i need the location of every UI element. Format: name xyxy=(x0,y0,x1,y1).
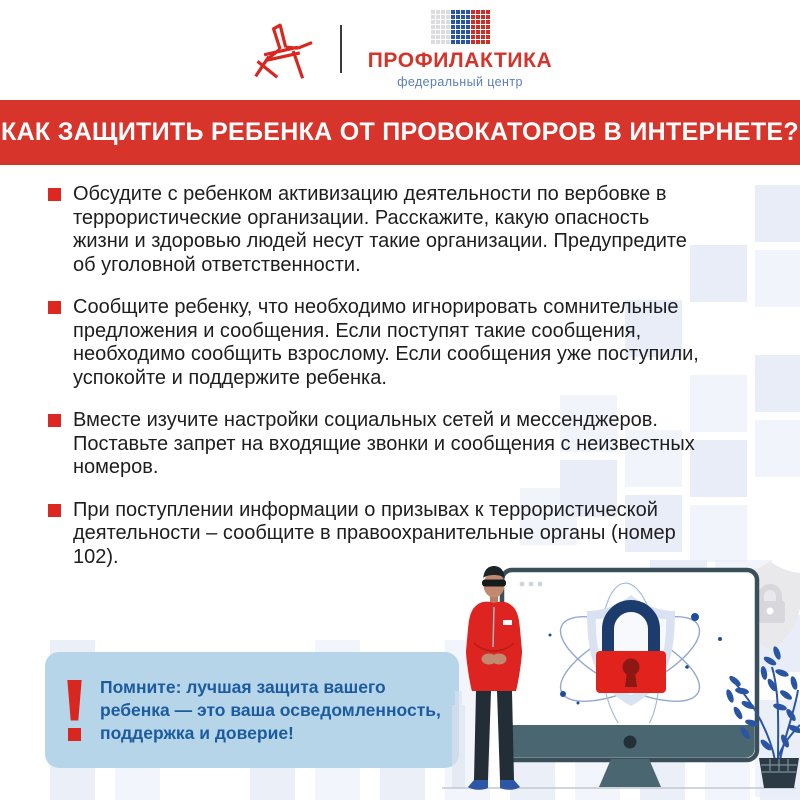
brand-dot xyxy=(441,25,445,29)
brand-dot xyxy=(476,30,480,34)
brand-dot xyxy=(441,10,445,14)
brand-dot xyxy=(446,25,450,29)
tip-text: При поступлении информации о призывах к террористической деятельности – сообщите в правоохранительные органы (номер 102). xyxy=(73,498,676,568)
brand-dot xyxy=(441,40,445,44)
brand-dot xyxy=(481,15,485,19)
brand-dot xyxy=(456,35,460,39)
brand-dot xyxy=(486,30,490,34)
tip-text: Вместе изучите настройки социальных сетей и мессенджеров. Поставьте запрет на входящие звонки и сообщения с неизвестных номеров. xyxy=(73,409,695,478)
brand-dot xyxy=(456,20,460,24)
brand-dot xyxy=(451,30,455,34)
brand-dot xyxy=(431,30,435,34)
brand-dot xyxy=(446,20,450,24)
tip-item xyxy=(48,296,710,390)
brand-dot xyxy=(461,25,465,29)
brand-dot xyxy=(436,35,440,39)
brand-block xyxy=(368,10,553,89)
brand-dot xyxy=(451,15,455,19)
pattern-bar xyxy=(760,700,800,800)
red-square-bullet-icon xyxy=(48,414,61,427)
brand-dot xyxy=(486,15,490,19)
brand-dot xyxy=(431,35,435,39)
red-square-bullet-icon xyxy=(48,301,61,314)
brand-dot xyxy=(431,20,435,24)
logo-divider xyxy=(340,25,342,73)
brand-dot xyxy=(441,15,445,19)
brand-dot xyxy=(446,10,450,14)
red-square-bullet-icon xyxy=(48,188,61,201)
brand-dot xyxy=(461,30,465,34)
tip-item xyxy=(48,183,710,277)
note-text: Помните: лучшая защита вашего ребенка — это ваша осведомленность, поддержка и доверие! xyxy=(100,676,441,743)
brand-dot xyxy=(461,15,465,19)
pattern-square xyxy=(755,355,800,412)
tip-text: Обсудите с ребенком активизацию деятельности по вербовке в террористические организации. Расскажите, какую опасность жизни и здоровью людей несут такие организации. Предупредите об уголовной ответственности. xyxy=(73,183,687,276)
brand-dot xyxy=(451,10,455,14)
pattern-square xyxy=(755,185,800,242)
brand-name: ПРОФИЛАКТИКА xyxy=(367,48,553,72)
brand-dot xyxy=(456,30,460,34)
brand-dot xyxy=(476,40,480,44)
pattern-square xyxy=(755,615,800,672)
brand-dot xyxy=(486,20,490,24)
tip-item xyxy=(48,499,710,570)
brand-dot xyxy=(436,30,440,34)
brand-dot xyxy=(486,10,490,14)
brand-dot xyxy=(466,30,470,34)
tip-item xyxy=(48,409,710,480)
brand-dot xyxy=(451,40,455,44)
brand-dot xyxy=(476,25,480,29)
brand-dot xyxy=(431,25,435,29)
brand-dot xyxy=(446,30,450,34)
pattern-bar xyxy=(705,738,750,800)
exclamation-dot xyxy=(68,728,81,741)
pattern-bar xyxy=(510,672,555,800)
brand-dot xyxy=(451,35,455,39)
brand-dot xyxy=(476,10,480,14)
header xyxy=(0,0,800,98)
brand-dot xyxy=(486,25,490,29)
brand-dot xyxy=(471,15,475,19)
brand-dot xyxy=(461,35,465,39)
brand-dot xyxy=(446,15,450,19)
brand-dot xyxy=(461,40,465,44)
note-box xyxy=(45,652,459,768)
brand-dot xyxy=(456,15,460,19)
pattern-bar xyxy=(575,640,620,800)
brand-dot xyxy=(471,20,475,24)
brand-dot xyxy=(451,20,455,24)
chair-logo-icon xyxy=(248,20,314,82)
brand-dot-grid-icon xyxy=(431,10,490,44)
title-banner xyxy=(0,100,800,165)
brand-subtitle: федеральный центр xyxy=(397,74,523,89)
brand-dot xyxy=(471,40,475,44)
brand-dot xyxy=(441,30,445,34)
brand-dot xyxy=(466,35,470,39)
brand-dot xyxy=(486,40,490,44)
brand-dot xyxy=(451,25,455,29)
brand-dot xyxy=(461,20,465,24)
brand-dot xyxy=(436,15,440,19)
exclamation-icon xyxy=(65,680,84,741)
tip-text: Сообщите ребенку, что необходимо игнорировать сомнительные предложения и сообщения. Если поступят такие сообщения, необходимо сообщить взрослому. Если сообщения уже поступили, успокойте и поддержите ребенка. xyxy=(73,296,699,389)
brand-dot xyxy=(481,40,485,44)
page-title: КАК ЗАЩИТИТЬ РЕБЕНКА ОТ ПРОВОКАТОРОВ В ИНТЕРНЕТЕ? xyxy=(1,118,799,146)
brand-dot xyxy=(446,35,450,39)
brand-dot xyxy=(466,20,470,24)
brand-dot xyxy=(456,25,460,29)
brand-dot xyxy=(446,40,450,44)
brand-dot xyxy=(471,10,475,14)
brand-dot xyxy=(436,40,440,44)
brand-dot xyxy=(471,30,475,34)
brand-dot xyxy=(476,35,480,39)
brand-dot xyxy=(466,10,470,14)
brand-dot xyxy=(471,35,475,39)
brand-dot xyxy=(481,35,485,39)
brand-dot xyxy=(471,25,475,29)
brand-dot xyxy=(481,20,485,24)
brand-dot xyxy=(431,10,435,14)
pattern-square xyxy=(755,250,800,307)
brand-dot xyxy=(461,10,465,14)
brand-dot xyxy=(431,40,435,44)
exclamation-bar xyxy=(65,680,84,721)
pattern-bar xyxy=(640,706,685,800)
pattern-square xyxy=(755,420,800,477)
tips-list xyxy=(48,183,710,588)
brand-dot xyxy=(481,10,485,14)
brand-dot xyxy=(456,40,460,44)
brand-dot xyxy=(436,10,440,14)
brand-dot xyxy=(481,30,485,34)
pattern-square xyxy=(715,560,772,617)
brand-dot xyxy=(441,35,445,39)
brand-dot xyxy=(441,20,445,24)
brand-dot xyxy=(486,35,490,39)
brand-dot xyxy=(481,25,485,29)
brand-dot xyxy=(476,15,480,19)
brand-dot xyxy=(436,20,440,24)
red-square-bullet-icon xyxy=(48,504,61,517)
brand-dot xyxy=(466,40,470,44)
brand-dot xyxy=(436,25,440,29)
brand-dot xyxy=(456,10,460,14)
brand-dot xyxy=(431,15,435,19)
brand-dot xyxy=(466,25,470,29)
brand-dot xyxy=(476,20,480,24)
brand-dot xyxy=(466,15,470,19)
